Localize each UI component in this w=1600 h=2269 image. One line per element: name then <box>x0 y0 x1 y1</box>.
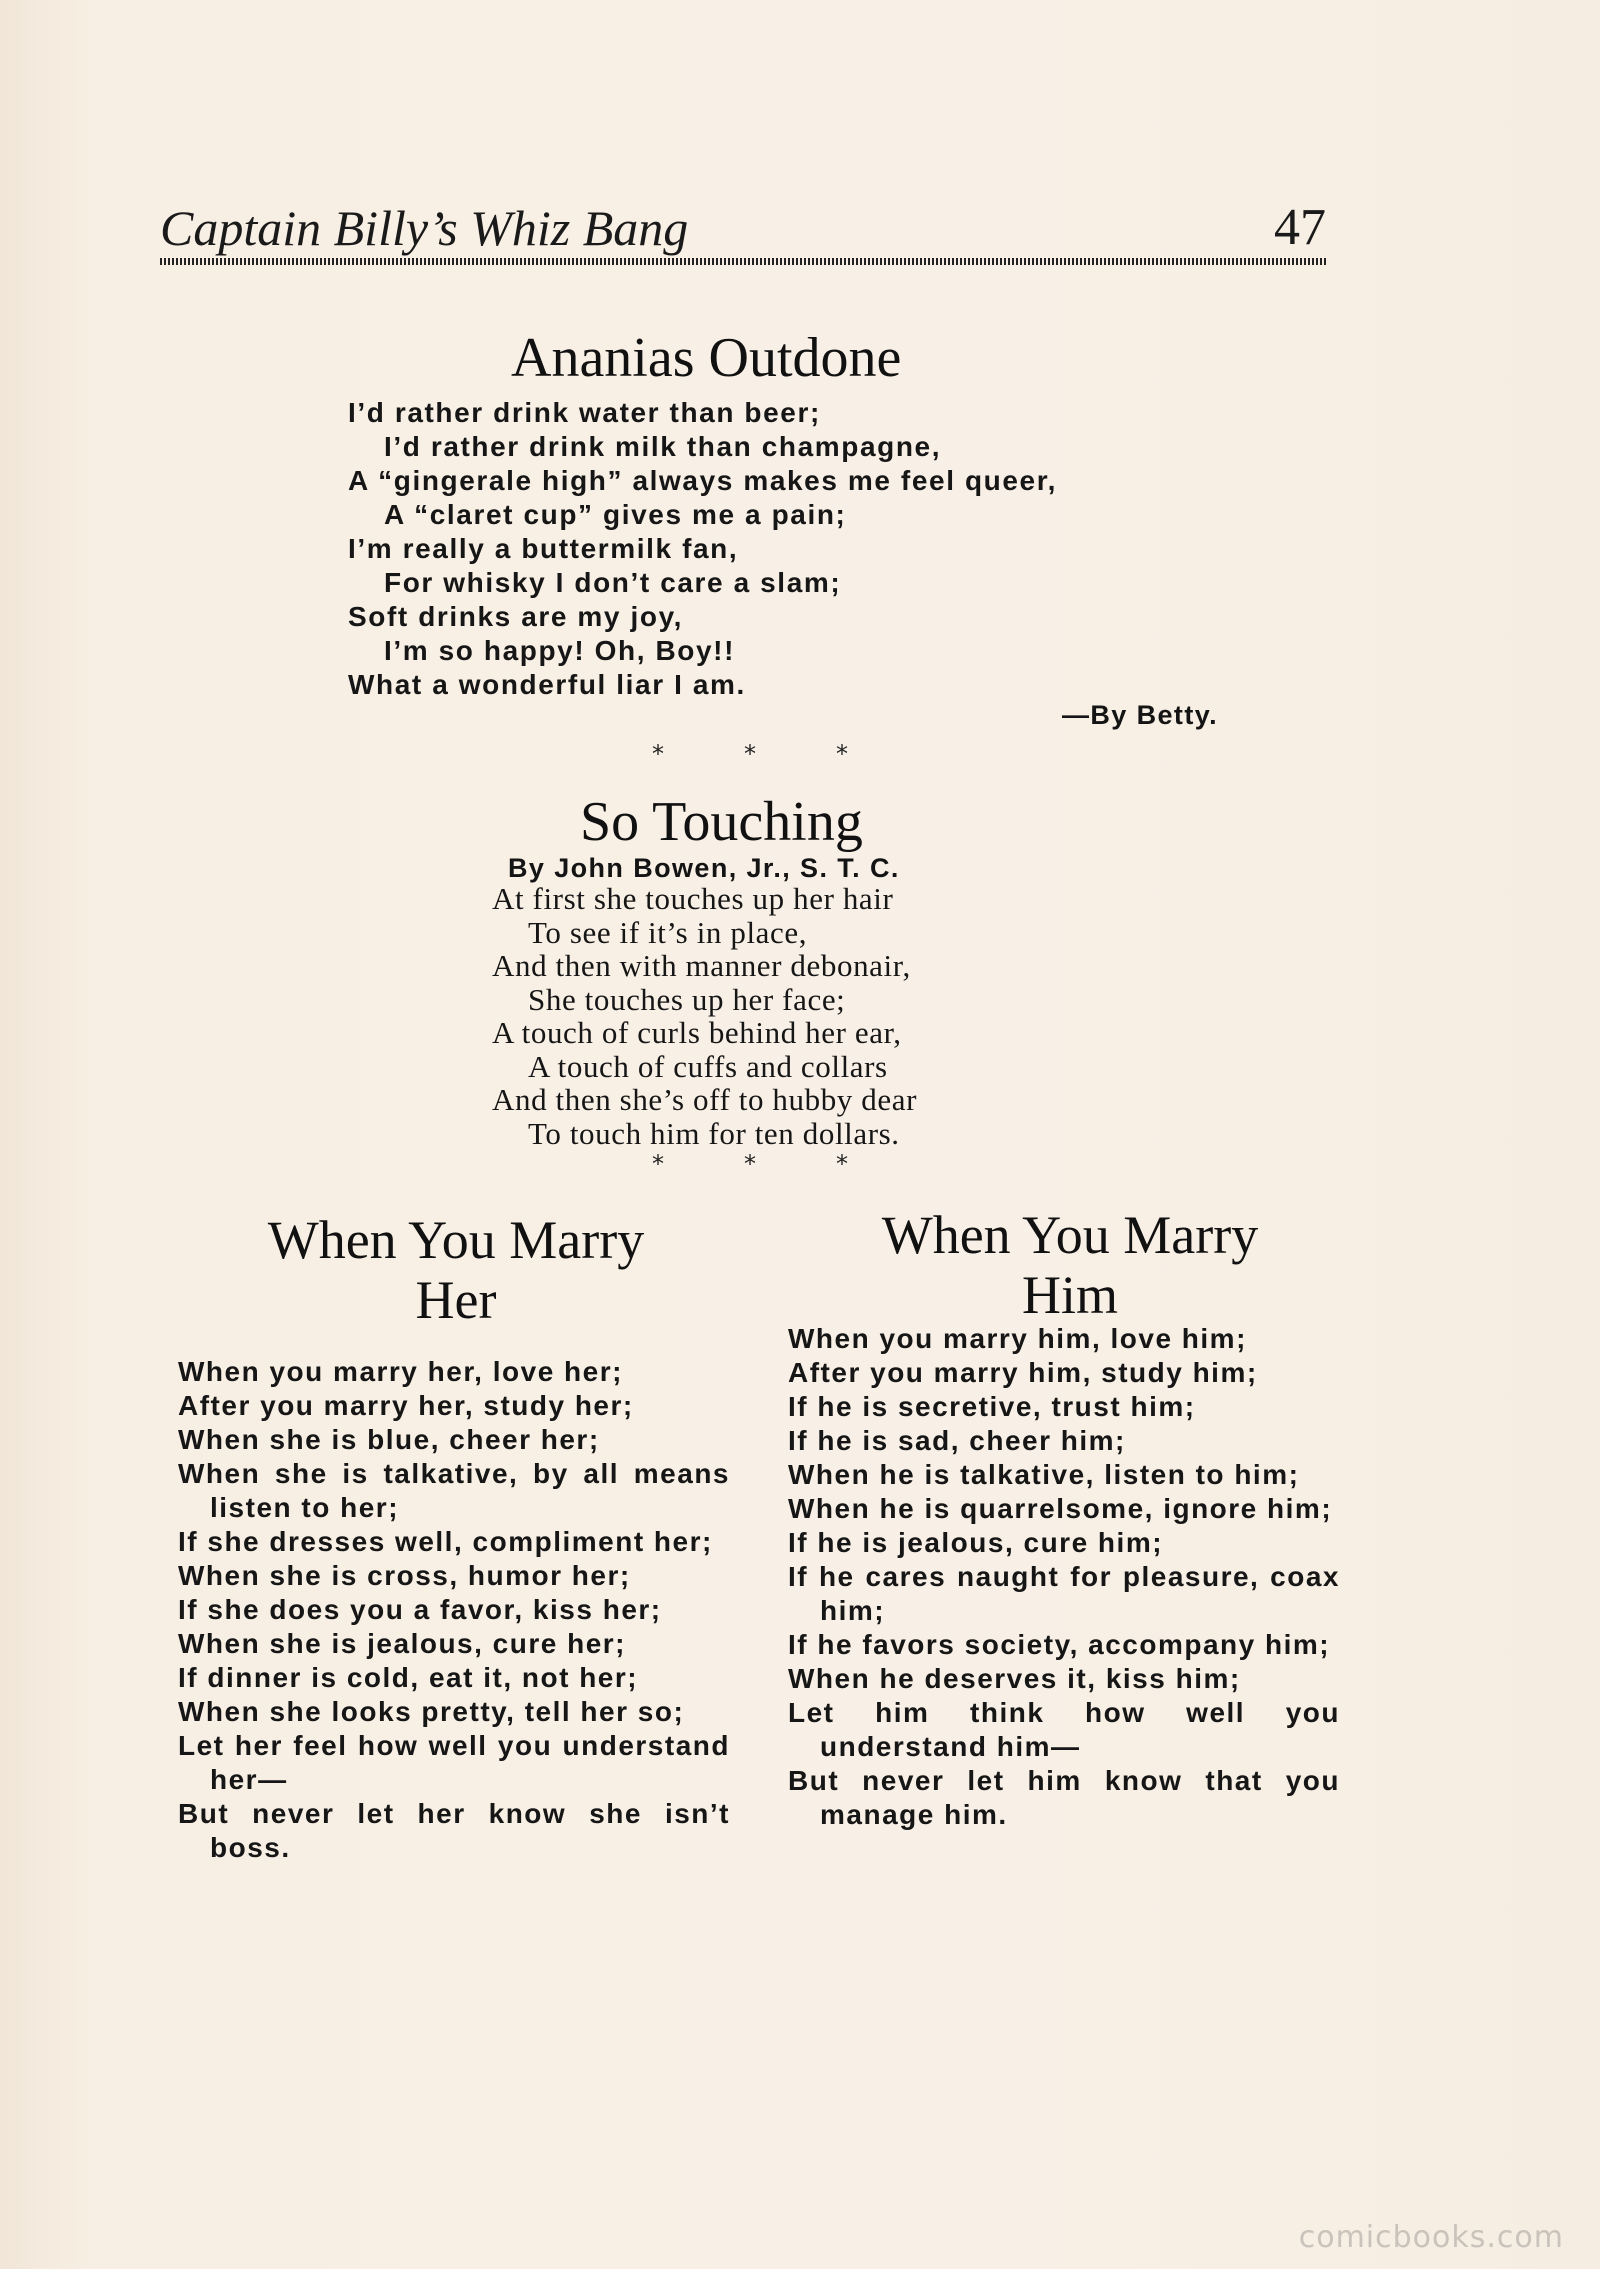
poem-when-you-marry-her-body <box>178 1355 730 1865</box>
asterisk: * <box>836 740 848 768</box>
poem-line: What a wonderful liar I am. <box>348 669 746 700</box>
poem-line: After you marry him, study him; <box>788 1357 1258 1388</box>
poem-line: If he cares naught for pleasure, coax him; <box>788 1561 1340 1626</box>
title-line: Him <box>1021 1265 1118 1325</box>
poem-line: When he deserves it, kiss him; <box>788 1663 1241 1694</box>
poem-line: After you marry her, study her; <box>178 1390 634 1421</box>
poem-line: When she looks pretty, tell her so; <box>178 1696 685 1727</box>
poem-author: By John Bowen, Jr., S. T. C. <box>508 853 900 883</box>
poem-line: A touch of curls behind her ear, <box>492 1015 902 1050</box>
running-head <box>160 200 1326 260</box>
poem-title-ananias-outdone: Ananias Outdone <box>511 327 902 389</box>
poem-line: Let him think how well you understand him— <box>788 1697 1340 1762</box>
poem-line: I’d rather drink milk than champagne, <box>384 431 942 462</box>
magazine-title: Captain Billy’s Whiz Bang <box>160 200 689 256</box>
section-separator <box>612 740 888 768</box>
asterisk: * <box>652 1150 664 1178</box>
title-line: When You Marry <box>267 1210 645 1270</box>
poem-line: To touch him for ten dollars. <box>528 1115 900 1151</box>
poem-line: A touch of cuffs and collars <box>528 1048 888 1084</box>
asterisk: * <box>652 740 664 768</box>
section-separator <box>612 1150 888 1178</box>
poem-line: She touches up her face; <box>528 981 846 1017</box>
poem-when-you-marry-him-body <box>788 1322 1340 1832</box>
poem-line: But never let her know she isn’t boss. <box>178 1798 730 1863</box>
poem-line: To see if it’s in place, <box>528 914 808 950</box>
poem-line: I’d rather drink water than beer; <box>348 397 821 428</box>
poem-line: If she dresses well, compliment her; <box>178 1526 713 1557</box>
site-watermark: comicbooks.com <box>1298 2220 1564 2255</box>
header-rule <box>160 258 1328 265</box>
poem-line: If he is jealous, cure him; <box>788 1527 1164 1558</box>
poem-line: At first she touches up her hair <box>492 881 894 916</box>
poem-ananias-outdone-body <box>348 396 1057 702</box>
poem-line: Let her feel how well you understand her— <box>178 1730 730 1795</box>
poem-line: For whisky I don’t care a slam; <box>384 567 842 598</box>
poem-line: If dinner is cold, eat it, not her; <box>178 1662 639 1693</box>
asterisk: * <box>836 1150 848 1178</box>
poem-line: When she is jealous, cure her; <box>178 1628 627 1659</box>
poem-line: If he favors society, accompany him; <box>788 1629 1331 1660</box>
poem-line: When he is quarrelsome, ignore him; <box>788 1493 1333 1524</box>
poem-byline: —By Betty. <box>1062 700 1219 730</box>
poem-line: If he is secretive, trust him; <box>788 1391 1196 1422</box>
poem-title-so-touching: So Touching <box>580 791 863 853</box>
poem-line: When he is talkative, listen to him; <box>788 1459 1300 1490</box>
poem-title-when-you-marry-him <box>790 1205 1350 1325</box>
title-line: Her <box>415 1270 497 1330</box>
poem-line: And then with manner debonair, <box>492 948 911 983</box>
poem-line: But never let him know that you manage him. <box>788 1765 1340 1830</box>
poem-line: When you marry him, love him; <box>788 1323 1247 1354</box>
page-number: 47 <box>1274 199 1326 256</box>
poem-line: If he is sad, cheer him; <box>788 1425 1126 1456</box>
poem-line: When she is blue, cheer her; <box>178 1424 600 1455</box>
poem-line: I’m really a buttermilk fan, <box>348 533 739 564</box>
poem-line: Soft drinks are my joy, <box>348 601 684 632</box>
poem-line: If she does you a favor, kiss her; <box>178 1594 662 1625</box>
title-line: When You Marry <box>881 1205 1259 1265</box>
poem-line: A “gingerale high” always makes me feel queer, <box>348 465 1058 496</box>
poem-line: A “claret cup” gives me a pain; <box>384 499 847 530</box>
poem-title-when-you-marry-her <box>176 1210 736 1330</box>
asterisk: * <box>744 740 756 768</box>
poem-line: When you marry her, love her; <box>178 1356 623 1387</box>
poem-so-touching-body <box>492 882 917 1150</box>
asterisk: * <box>744 1150 756 1178</box>
poem-line: I’m so happy! Oh, Boy!! <box>384 635 736 666</box>
poem-line: When she is talkative, by all means listen to her; <box>178 1458 730 1523</box>
poem-line: And then she’s off to hubby dear <box>492 1082 917 1117</box>
poem-line: When she is cross, humor her; <box>178 1560 631 1591</box>
